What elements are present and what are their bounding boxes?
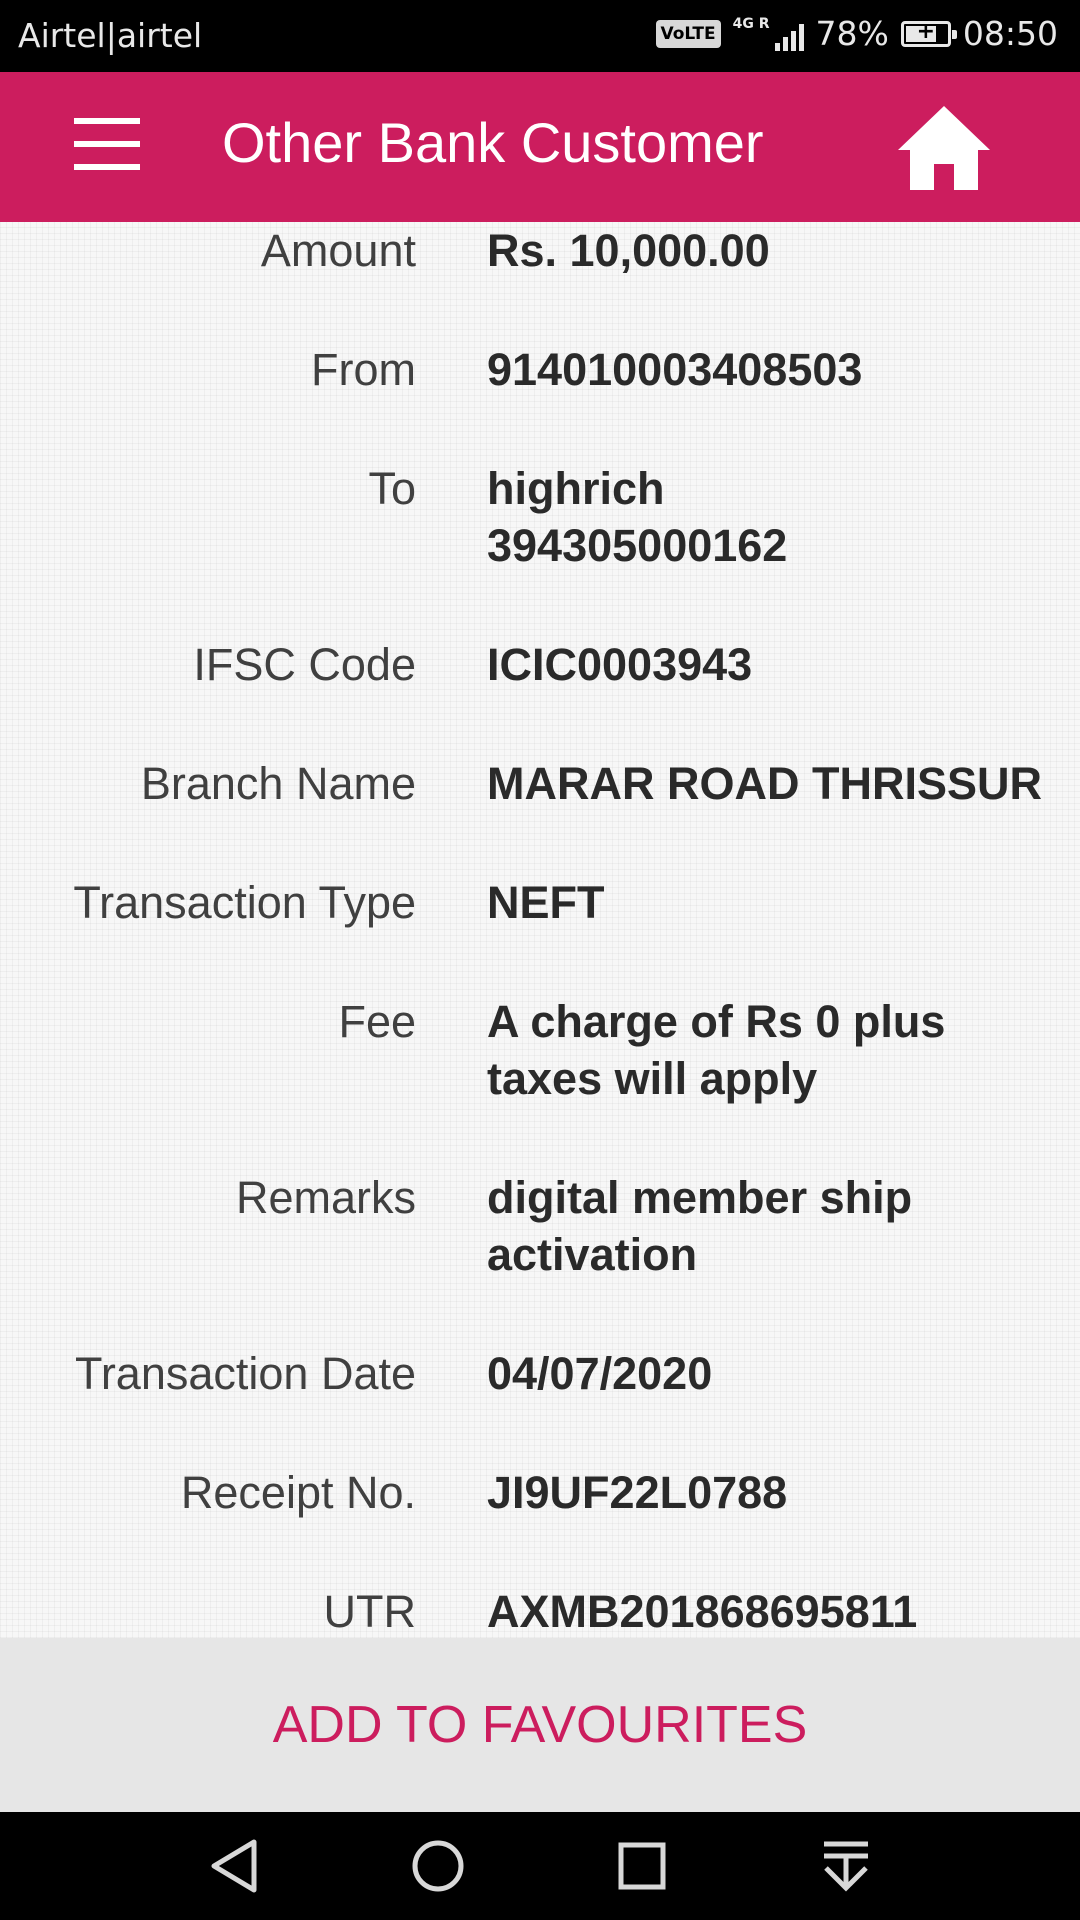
detail-value: Rs. 10,000.00 [487, 225, 770, 276]
battery-percent: 78% [815, 14, 889, 53]
system-navigation-bar [0, 1812, 1080, 1920]
battery-charging-icon: + [901, 21, 951, 47]
home-icon[interactable] [896, 102, 992, 194]
detail-label: IFSC Code [193, 639, 416, 690]
detail-value: highrich 394305000162 [487, 463, 788, 571]
detail-value: digital member ship activation [487, 1172, 913, 1280]
back-triangle-icon[interactable] [204, 1836, 268, 1896]
transaction-details [0, 222, 1080, 1638]
app-header [0, 72, 1080, 222]
recents-square-icon[interactable] [610, 1836, 674, 1896]
detail-label: Fee [338, 996, 416, 1047]
detail-value: MARAR ROAD THRISSUR [487, 758, 1042, 809]
page-title: Other Bank Customer [222, 111, 764, 174]
signal-strength-icon [733, 17, 804, 51]
add-to-favourites-button[interactable] [0, 1638, 1080, 1812]
detail-value: JI9UF22L0788 [487, 1467, 788, 1518]
status-bar [0, 0, 1080, 72]
status-indicators [656, 14, 1059, 53]
detail-value: 914010003408503 [487, 344, 863, 395]
pull-down-notifications-icon[interactable] [814, 1836, 878, 1896]
detail-label: Transaction Date [75, 1348, 416, 1399]
detail-label: UTR [323, 1586, 416, 1637]
detail-label: Transaction Type [73, 877, 416, 928]
detail-value: A charge of Rs 0 plus taxes will apply [487, 996, 946, 1104]
volte-icon: VoLTE [656, 20, 721, 48]
detail-value: AXMB201868695811 [487, 1586, 918, 1637]
detail-label: Receipt No. [180, 1467, 416, 1518]
detail-value: 04/07/2020 [487, 1348, 713, 1399]
hamburger-menu-icon[interactable] [74, 118, 142, 174]
detail-label: From [311, 344, 416, 395]
detail-label: Branch Name [140, 758, 416, 809]
detail-label: Amount [260, 225, 416, 276]
add-to-favourites-label: ADD TO FAVOURITES [272, 1696, 808, 1754]
carrier-name: Airtel|airtel [18, 16, 203, 55]
detail-value: ICIC0003943 [487, 639, 753, 690]
detail-label: Remarks [235, 1172, 416, 1223]
clock: 08:50 [962, 14, 1058, 53]
detail-value: NEFT [487, 877, 605, 928]
detail-label: To [368, 463, 416, 514]
home-circle-icon[interactable] [406, 1836, 470, 1896]
network-type: 4G R [732, 15, 770, 32]
